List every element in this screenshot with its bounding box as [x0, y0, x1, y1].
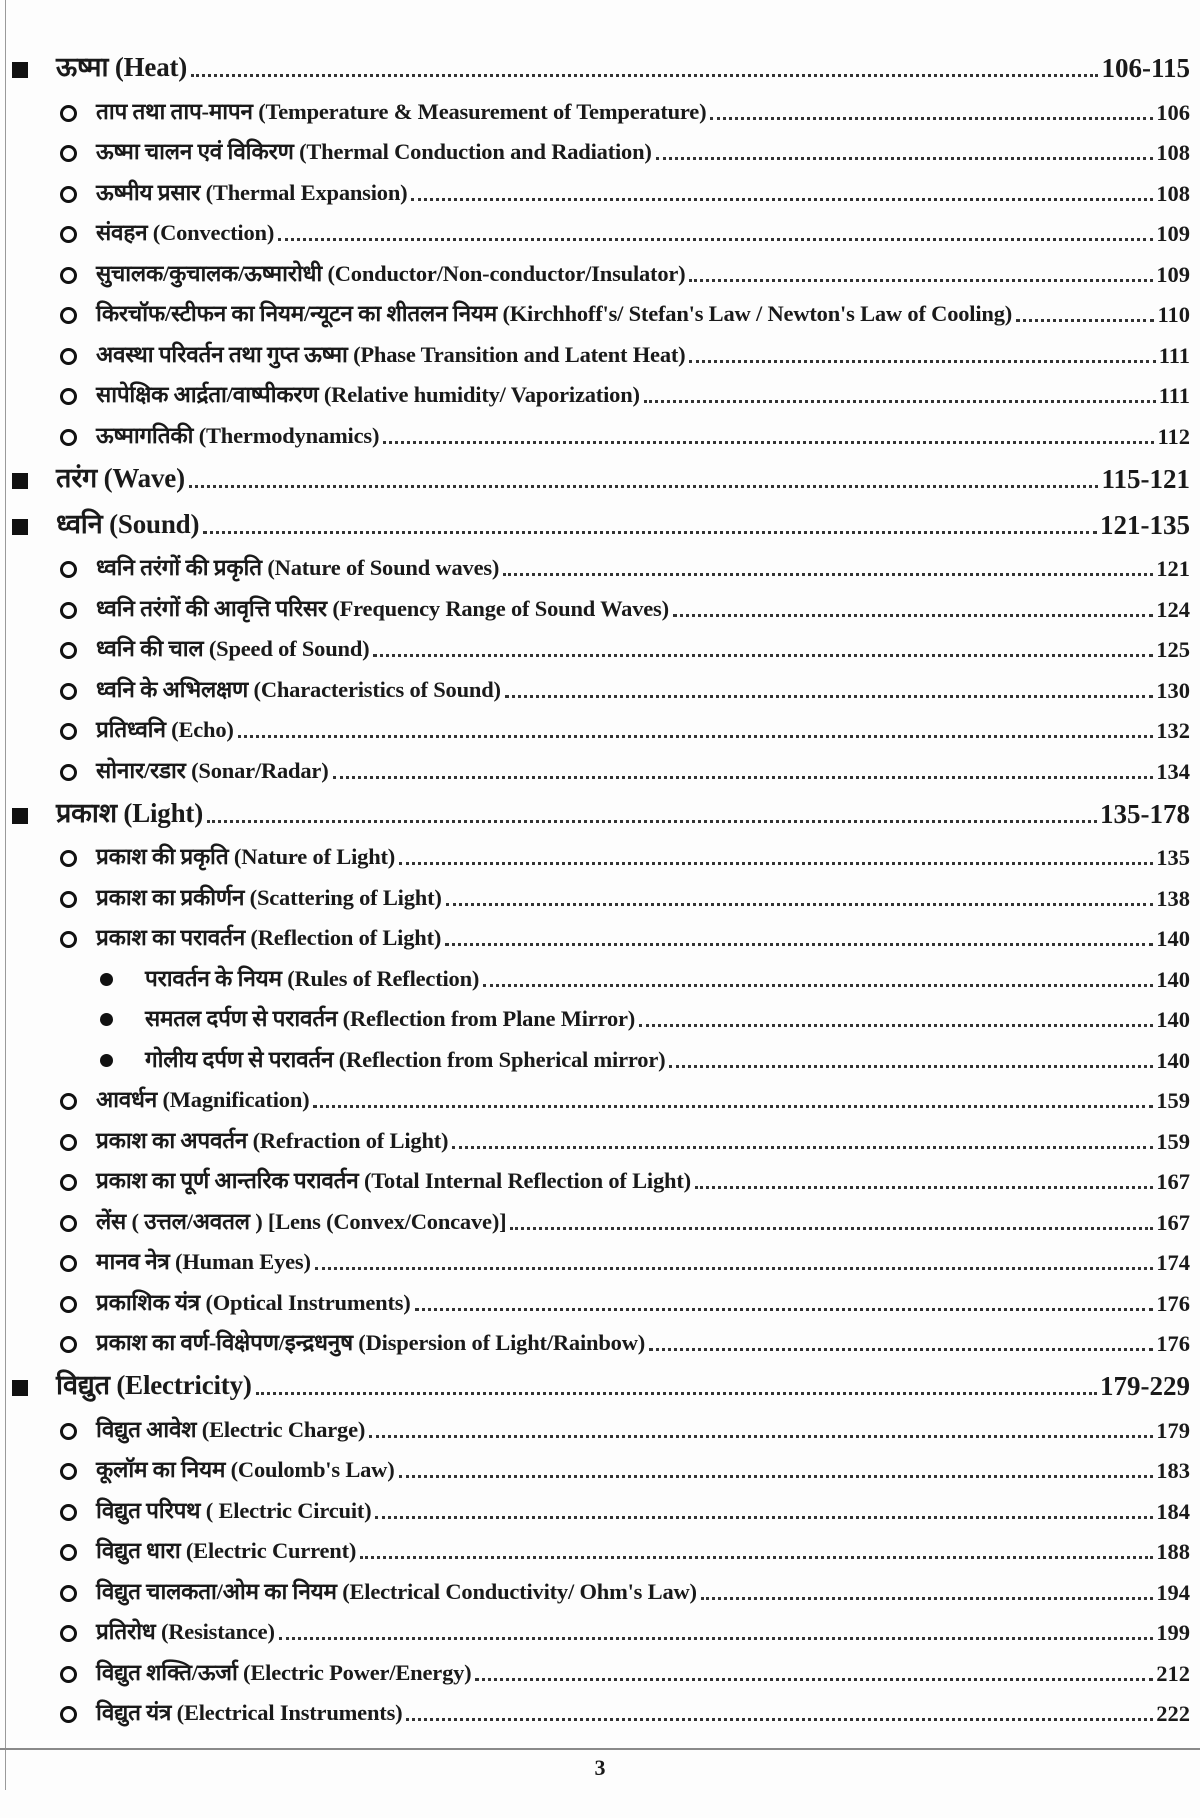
dotted-leader: [415, 1308, 1154, 1311]
toc-entry-title: ध्वनि तरंगों की आवृत्ति परिसर (Frequency Range of Sound Waves): [96, 595, 669, 621]
toc-entry-page: 109: [1156, 221, 1190, 246]
dotted-leader: [207, 820, 1097, 823]
circle-bullet-icon: [60, 561, 77, 578]
circle-bullet-icon: [60, 602, 77, 619]
toc-topic-row: [0, 1449, 1190, 1490]
toc-entry-title: परावर्तन के नियम (Rules of Reflection): [145, 965, 480, 991]
dotted-leader: [510, 1227, 1153, 1230]
square-bullet-icon: [12, 808, 28, 824]
toc-entry-page: 134: [1156, 758, 1190, 784]
dotted-leader: [256, 1392, 1097, 1395]
toc-entry-title: अवस्था परिवर्तन तथा गुप्त ऊष्मा (Phase Transition and Latent Heat): [96, 341, 686, 367]
circle-bullet-icon: [60, 1423, 77, 1440]
toc-topic-row: [0, 876, 1190, 917]
toc-topic-row: [0, 171, 1190, 212]
circle-bullet-icon: [60, 307, 77, 324]
toc-entry-page: 179: [1156, 1417, 1190, 1443]
circle-bullet-icon: [60, 683, 77, 700]
toc-entry-page: 108: [1156, 140, 1190, 165]
toc-entry-title: ध्वनि के अभिलक्षण (Characteristics of Sound): [96, 676, 501, 702]
toc-entry-title: कूलॉम का नियम (Coulomb's Law): [96, 1457, 395, 1482]
toc-entry-page: 110: [1157, 302, 1190, 327]
toc-entry-title: प्रकाश का परावर्तन (Reflection of Light): [96, 925, 442, 950]
toc-topic-row: [0, 1570, 1190, 1611]
circle-bullet-icon: [60, 429, 77, 446]
toc-entry-page: 135-178: [1100, 798, 1190, 829]
dotted-leader: [669, 1065, 1153, 1068]
toc-entry-title: तरंग (Wave): [56, 462, 185, 493]
toc-subtopic-row: [0, 998, 1190, 1039]
toc-topic-row: [0, 1489, 1190, 1530]
toc-entry-title: प्रकाश का अपवर्तन (Refraction of Light): [96, 1127, 449, 1153]
toc-entry-page: 222: [1156, 1701, 1190, 1726]
toc-topic-row: [0, 212, 1190, 253]
toc-topic-row: [0, 1651, 1190, 1692]
toc-entry-page: 135: [1156, 845, 1190, 870]
dotted-leader: [1016, 319, 1154, 322]
toc-topic-row: [0, 1119, 1190, 1160]
toc-chapter-row: [0, 44, 1190, 90]
square-bullet-icon: [12, 62, 28, 78]
dotted-leader: [503, 573, 1153, 576]
toc-topic-row: [0, 668, 1190, 709]
toc-entry-page: 121-135: [1100, 509, 1190, 540]
toc-entry-page: 115-121: [1101, 463, 1190, 494]
dotted-leader: [191, 74, 1098, 77]
toc-entry-title: ऊष्मा (Heat): [56, 52, 188, 82]
toc-topic-row: [0, 547, 1190, 588]
dot-bullet-icon: [100, 1054, 113, 1067]
toc-topic-row: [0, 131, 1190, 172]
circle-bullet-icon: [60, 348, 77, 365]
toc-topic-row: [0, 709, 1190, 750]
toc-entry-title: विद्युत आवेश (Electric Charge): [96, 1416, 366, 1442]
circle-bullet-icon: [60, 1296, 77, 1313]
toc-entry-page: 212: [1156, 1660, 1190, 1686]
toc-entry-page: 179-229: [1100, 1371, 1190, 1401]
circle-bullet-icon: [60, 642, 77, 659]
dotted-leader: [238, 735, 1154, 738]
dot-bullet-icon: [100, 973, 113, 986]
square-bullet-icon: [12, 519, 28, 535]
dotted-leader: [689, 360, 1155, 363]
toc-topic-row: [0, 836, 1190, 877]
dotted-leader: [639, 1024, 1153, 1027]
circle-bullet-icon: [60, 1504, 77, 1521]
page-number: 3: [594, 1755, 606, 1780]
dotted-leader: [695, 1186, 1153, 1189]
toc-entry-page: 159: [1156, 1088, 1190, 1113]
toc-entry-page: 109: [1156, 261, 1190, 287]
toc-entry-page: 167: [1156, 1209, 1190, 1235]
circle-bullet-icon: [60, 1215, 77, 1232]
toc-topic-row: [0, 293, 1190, 334]
toc-chapter-row: [0, 501, 1190, 547]
toc-entry-page: 106-115: [1101, 53, 1190, 83]
square-bullet-icon: [12, 1380, 28, 1396]
dotted-leader: [710, 117, 1153, 120]
dotted-leader: [673, 614, 1153, 617]
toc-entry-title: प्रकाशिक यंत्र (Optical Instruments): [96, 1289, 411, 1315]
toc-topic-row: [0, 1281, 1190, 1322]
toc-entry-title: प्रकाश का प्रकीर्णन (Scattering of Light): [96, 884, 442, 910]
toc-topic-row: [0, 1200, 1190, 1241]
toc-entry-title: विद्युत (Electricity): [56, 1370, 252, 1400]
dotted-leader: [369, 1435, 1153, 1438]
toc-topic-row: [0, 917, 1190, 958]
toc-entry-title: प्रतिरोध (Resistance): [96, 1619, 275, 1644]
toc-topic-row: [0, 1079, 1190, 1120]
dotted-leader: [375, 1516, 1153, 1519]
toc-entry-page: 199: [1156, 1620, 1190, 1645]
toc-topic-row: [0, 628, 1190, 669]
toc-entry-title: आवर्धन (Magnification): [96, 1087, 310, 1112]
toc-entry-title: विद्युत परिपथ ( Electric Circuit): [96, 1497, 372, 1523]
dotted-leader: [483, 984, 1153, 987]
dotted-leader: [475, 1678, 1153, 1681]
toc-entry-title: ध्वनि (Sound): [56, 508, 200, 539]
toc-topic-row: [0, 1322, 1190, 1363]
toc-topic-row: [0, 1160, 1190, 1201]
circle-bullet-icon: [60, 105, 77, 122]
toc-entry-title: ताप तथा ताप-मापन (Temperature & Measurement of Temperature): [96, 98, 707, 124]
toc-entry-title: सुचालक/कुचालक/ऊष्मारोधी (Conductor/Non-conductor/Insulator): [96, 260, 686, 286]
toc-topic-row: [0, 1692, 1190, 1733]
toc-entry-page: 125: [1156, 637, 1190, 662]
circle-bullet-icon: [60, 1544, 77, 1561]
toc-chapter-row: [0, 1362, 1190, 1408]
toc-entry-page: 167: [1156, 1169, 1190, 1194]
toc-entry-page: 140: [1156, 966, 1190, 992]
circle-bullet-icon: [60, 1666, 77, 1683]
dot-bullet-icon: [100, 1013, 113, 1026]
dotted-leader: [333, 776, 1154, 779]
dotted-leader: [399, 862, 1153, 865]
circle-bullet-icon: [60, 1585, 77, 1602]
toc-chapter-row: [0, 790, 1190, 836]
toc-entry-page: 176: [1156, 1290, 1190, 1316]
dotted-leader: [203, 531, 1097, 534]
toc-entry-page: 188: [1156, 1539, 1190, 1564]
dotted-leader: [689, 279, 1153, 282]
toc-entry-title: विद्युत शक्ति/ऊर्जा (Electric Power/Energy): [96, 1659, 472, 1685]
toc-entry-page: 124: [1156, 596, 1190, 622]
dotted-leader: [649, 1348, 1153, 1351]
toc-entry-page: 111: [1158, 383, 1190, 408]
circle-bullet-icon: [60, 1336, 77, 1353]
toc-entry-title: विद्युत यंत्र (Electrical Instruments): [96, 1700, 403, 1725]
circle-bullet-icon: [60, 764, 77, 781]
dotted-leader: [189, 485, 1099, 488]
toc-entry-page: 194: [1156, 1579, 1190, 1605]
dotted-leader: [644, 400, 1156, 403]
toc-entry-page: 176: [1156, 1331, 1190, 1356]
toc-entry-title: समतल दर्पण से परावर्तन (Reflection from Plane Mirror): [145, 1006, 636, 1031]
dotted-leader: [656, 157, 1154, 160]
toc-entry-page: 106: [1156, 99, 1190, 125]
circle-bullet-icon: [60, 931, 77, 948]
circle-bullet-icon: [60, 145, 77, 162]
circle-bullet-icon: [60, 891, 77, 908]
dotted-leader: [278, 238, 1153, 241]
toc-subtopic-row: [0, 957, 1190, 998]
dotted-leader: [373, 654, 1153, 657]
circle-bullet-icon: [60, 186, 77, 203]
toc-topic-row: [0, 1241, 1190, 1282]
dotted-leader: [360, 1556, 1153, 1559]
toc-entry-title: विद्युत चालकता/ओम का नियम (Electrical Conductivity/ Ohm's Law): [96, 1578, 697, 1604]
toc-entry-page: 140: [1156, 1047, 1190, 1073]
toc-entry-page: 108: [1156, 180, 1190, 206]
toc-topic-row: [0, 414, 1190, 455]
toc-topic-row: [0, 749, 1190, 790]
circle-bullet-icon: [60, 1093, 77, 1110]
table-of-contents: [0, 44, 1190, 1732]
dotted-leader: [452, 1146, 1153, 1149]
dotted-leader: [411, 198, 1153, 201]
toc-topic-row: [0, 374, 1190, 415]
toc-entry-page: 140: [1156, 926, 1190, 951]
toc-topic-row: [0, 1611, 1190, 1652]
circle-bullet-icon: [60, 1255, 77, 1272]
toc-entry-title: ध्वनि की चाल (Speed of Sound): [96, 636, 370, 661]
dotted-leader: [701, 1597, 1153, 1600]
toc-entry-title: किरचॉफ/स्टीफन का नियम/न्यूटन का शीतलन नियम (Kirchhoff's/ Stefan's Law / Newton's Law of Cooling): [96, 301, 1013, 326]
toc-entry-page: 174: [1156, 1250, 1190, 1275]
toc-entry-title: विद्युत धारा (Electric Current): [96, 1538, 357, 1563]
toc-entry-page: 140: [1156, 1007, 1190, 1032]
circle-bullet-icon: [60, 1174, 77, 1191]
dotted-leader: [445, 943, 1153, 946]
toc-entry-page: 184: [1156, 1498, 1190, 1524]
toc-entry-page: 132: [1156, 718, 1190, 743]
toc-entry-page: 111: [1158, 342, 1190, 368]
circle-bullet-icon: [60, 1625, 77, 1642]
square-bullet-icon: [12, 473, 28, 489]
toc-entry-title: संवहन (Convection): [96, 220, 275, 245]
toc-topic-row: [0, 333, 1190, 374]
footer-divider: [0, 1748, 1200, 1750]
circle-bullet-icon: [60, 226, 77, 243]
toc-entry-page: 121: [1156, 556, 1190, 581]
toc-topic-row: [0, 90, 1190, 131]
circle-bullet-icon: [60, 723, 77, 740]
toc-entry-title: सोनार/रडार (Sonar/Radar): [96, 757, 329, 783]
dotted-leader: [315, 1267, 1153, 1270]
dotted-leader: [399, 1475, 1154, 1478]
toc-entry-title: प्रकाश (Light): [56, 797, 204, 828]
dotted-leader: [313, 1105, 1153, 1108]
circle-bullet-icon: [60, 850, 77, 867]
toc-entry-page: 159: [1156, 1128, 1190, 1154]
dotted-leader: [406, 1718, 1153, 1721]
toc-entry-page: 130: [1156, 677, 1190, 703]
toc-entry-page: 138: [1156, 885, 1190, 911]
toc-entry-title: ध्वनि तरंगों की प्रकृति (Nature of Sound waves): [96, 555, 500, 580]
toc-entry-title: मानव नेत्र (Human Eyes): [96, 1249, 311, 1274]
toc-entry-page: 183: [1156, 1458, 1190, 1483]
toc-entry-title: लेंस ( उत्तल/अवतल ) [Lens (Convex/Concave)]: [96, 1208, 507, 1234]
circle-bullet-icon: [60, 267, 77, 284]
toc-entry-title: प्रतिध्वनि (Echo): [96, 717, 234, 742]
toc-topic-row: [0, 1530, 1190, 1571]
toc-subtopic-row: [0, 1038, 1190, 1079]
dotted-leader: [279, 1637, 1153, 1640]
toc-entry-title: सापेक्षिक आर्द्रता/वाष्पीकरण (Relative humidity/ Vaporization): [96, 382, 640, 407]
toc-entry-title: गोलीय दर्पण से परावर्तन (Reflection from Spherical mirror): [145, 1046, 666, 1072]
toc-topic-row: [0, 252, 1190, 293]
toc-chapter-row: [0, 455, 1190, 501]
toc-entry-title: ऊष्मीय प्रसार (Thermal Expansion): [96, 179, 408, 205]
circle-bullet-icon: [60, 388, 77, 405]
toc-entry-title: प्रकाश की प्रकृति (Nature of Light): [96, 844, 396, 869]
dotted-leader: [505, 695, 1153, 698]
dotted-leader: [383, 441, 1154, 444]
toc-entry-title: प्रकाश का वर्ण-विक्षेपण/इन्द्रधनुष (Dispersion of Light/Rainbow): [96, 1330, 646, 1355]
circle-bullet-icon: [60, 1463, 77, 1480]
toc-entry-page: 112: [1157, 423, 1190, 449]
toc-entry-title: ऊष्मा चालन एवं विकिरण (Thermal Conduction and Radiation): [96, 139, 652, 164]
toc-entry-title: ऊष्मागतिकी (Thermodynamics): [96, 422, 380, 448]
toc-topic-row: [0, 587, 1190, 628]
circle-bullet-icon: [60, 1706, 77, 1723]
toc-topic-row: [0, 1408, 1190, 1449]
toc-entry-title: प्रकाश का पूर्ण आन्तरिक परावर्तन (Total Internal Reflection of Light): [96, 1168, 691, 1193]
dotted-leader: [446, 903, 1154, 906]
circle-bullet-icon: [60, 1134, 77, 1151]
